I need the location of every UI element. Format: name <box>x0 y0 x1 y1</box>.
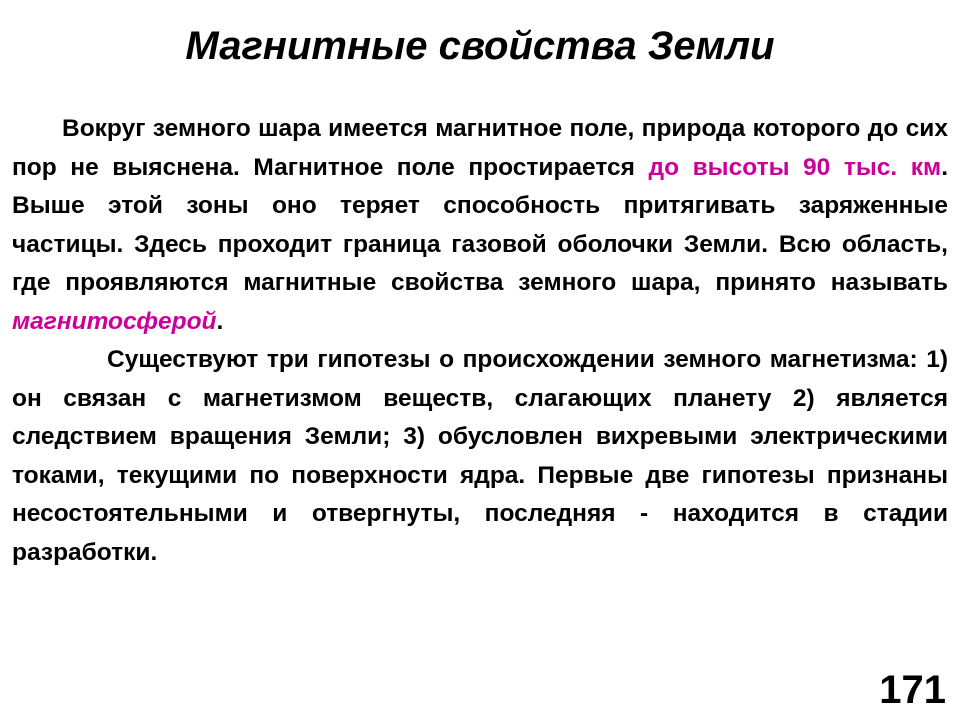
slide-title: Магнитные свойства Земли <box>185 24 775 68</box>
paragraph-magnetosphere <box>12 110 948 341</box>
paragraph-text: . <box>216 307 224 335</box>
highlight-term-magnetosphere: магнитосферой <box>12 307 217 335</box>
slide-body <box>12 110 948 572</box>
page-number: 171 <box>879 668 946 712</box>
paragraph-hypotheses: Существуют три гипотезы о происхождении земного магнетизма: 1) он связан с магнетизмом веществ, слагающих планету 2) является следствием вращения Земли; 3) обусловлен вихревыми электрическими токами, текущими по поверхности ядра. Первые две гипотезы признаны несостоятельными и отвергнуты, последняя - находится в стадии разработки. <box>12 346 948 566</box>
paragraph-text: . Выше этой зоны оно теряет способность притягивать заряженные частицы. Здесь проходит граница газовой оболочки Земли. Всю область, где проявляются магнитные свойства земного шара, принято называть <box>12 153 948 296</box>
paragraph-text: Вокруг земного шара имеется магнитное поле, природа которого до сих пор не выяснена. Магнитное поле простирается <box>12 115 948 181</box>
highlight-height: до высоты 90 тыс. км <box>648 153 942 181</box>
